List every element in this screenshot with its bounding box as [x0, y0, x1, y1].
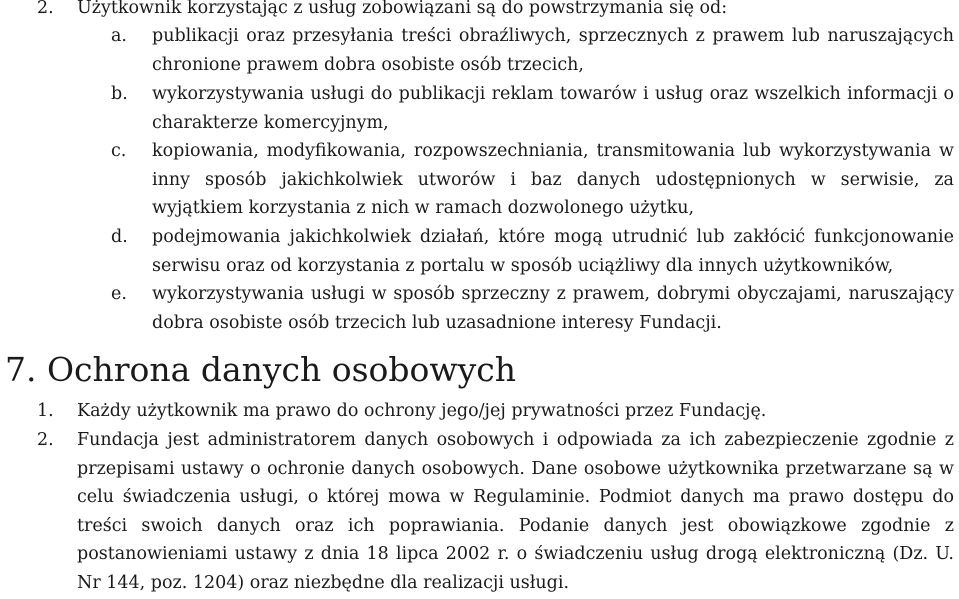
sub-item-text: podejmowania jakichkolwiek działań, które mogą utrudnić lub zakłócić funkcjonowanie serwisu oraz od korzystania z portalu w sposób uciążliwy dla innych użytkowników,	[152, 227, 954, 276]
list-item-text: Użytkownik korzystając z usług zobowiązani są do powstrzymania się od:	[77, 0, 728, 18]
sub-item-marker: b.	[111, 84, 128, 104]
list-marker: 2.	[37, 0, 54, 18]
sub-item-text: kopiowania, modyfikowania, rozpowszechniania, transmitowania lub wykorzystywania w inny sposób jakichkolwiek utworów i baz danych udostępnionych w serwisie, za wyjątkiem korzystania z nich w ramach dozwolonego użytku,	[152, 141, 954, 218]
list-marker: 1.	[37, 401, 54, 421]
sub-item-marker: a.	[111, 26, 127, 46]
sub-item-marker: d.	[111, 227, 128, 247]
sub-item-text: publikacji oraz przesyłania treści obraźliwych, sprzecznych z prawem lub naruszających chronione prawem dobra osobiste osób trzecich,	[152, 26, 954, 75]
sub-item-marker: e.	[111, 284, 127, 304]
list-item-text: Fundacja jest administratorem danych osobowych i odpowiada za ich zabezpieczenie zgodnie z przepisami ustawy o ochronie danych osobowych. Dane osobowe użytkownika przetwarzane są w celu świadczenia usługi, o której mowa w Regulaminie. Podmiot danych ma prawo dostępu do treści swoich danych oraz ich poprawiania. Podanie danych jest obowiązkowe zgodnie z postanowieniami ustawy z dnia 18 lipca 2002 r. o świadczeniu usług drogą elektroniczną (Dz. U. Nr 144, poz. 1204) oraz niezbędne dla realizacji usługi.	[77, 430, 954, 593]
section-heading: 7. Ochrona danych osobowych	[5, 350, 517, 389]
list-item-text: Każdy użytkownik ma prawo do ochrony jego/jej prywatności przez Fundację.	[77, 401, 767, 421]
sub-item-text: wykorzystywania usługi w sposób sprzeczny z prawem, dobrymi obyczajami, naruszający dobra osobiste osób trzecich lub uzasadnione interesy Fundacji.	[152, 284, 954, 333]
sub-item-marker: c.	[111, 141, 127, 161]
list-marker: 2.	[37, 430, 54, 450]
sub-item-text: wykorzystywania usługi do publikacji reklam towarów i usług oraz wszelkich informacji o charakterze komercyjnym,	[152, 84, 954, 133]
